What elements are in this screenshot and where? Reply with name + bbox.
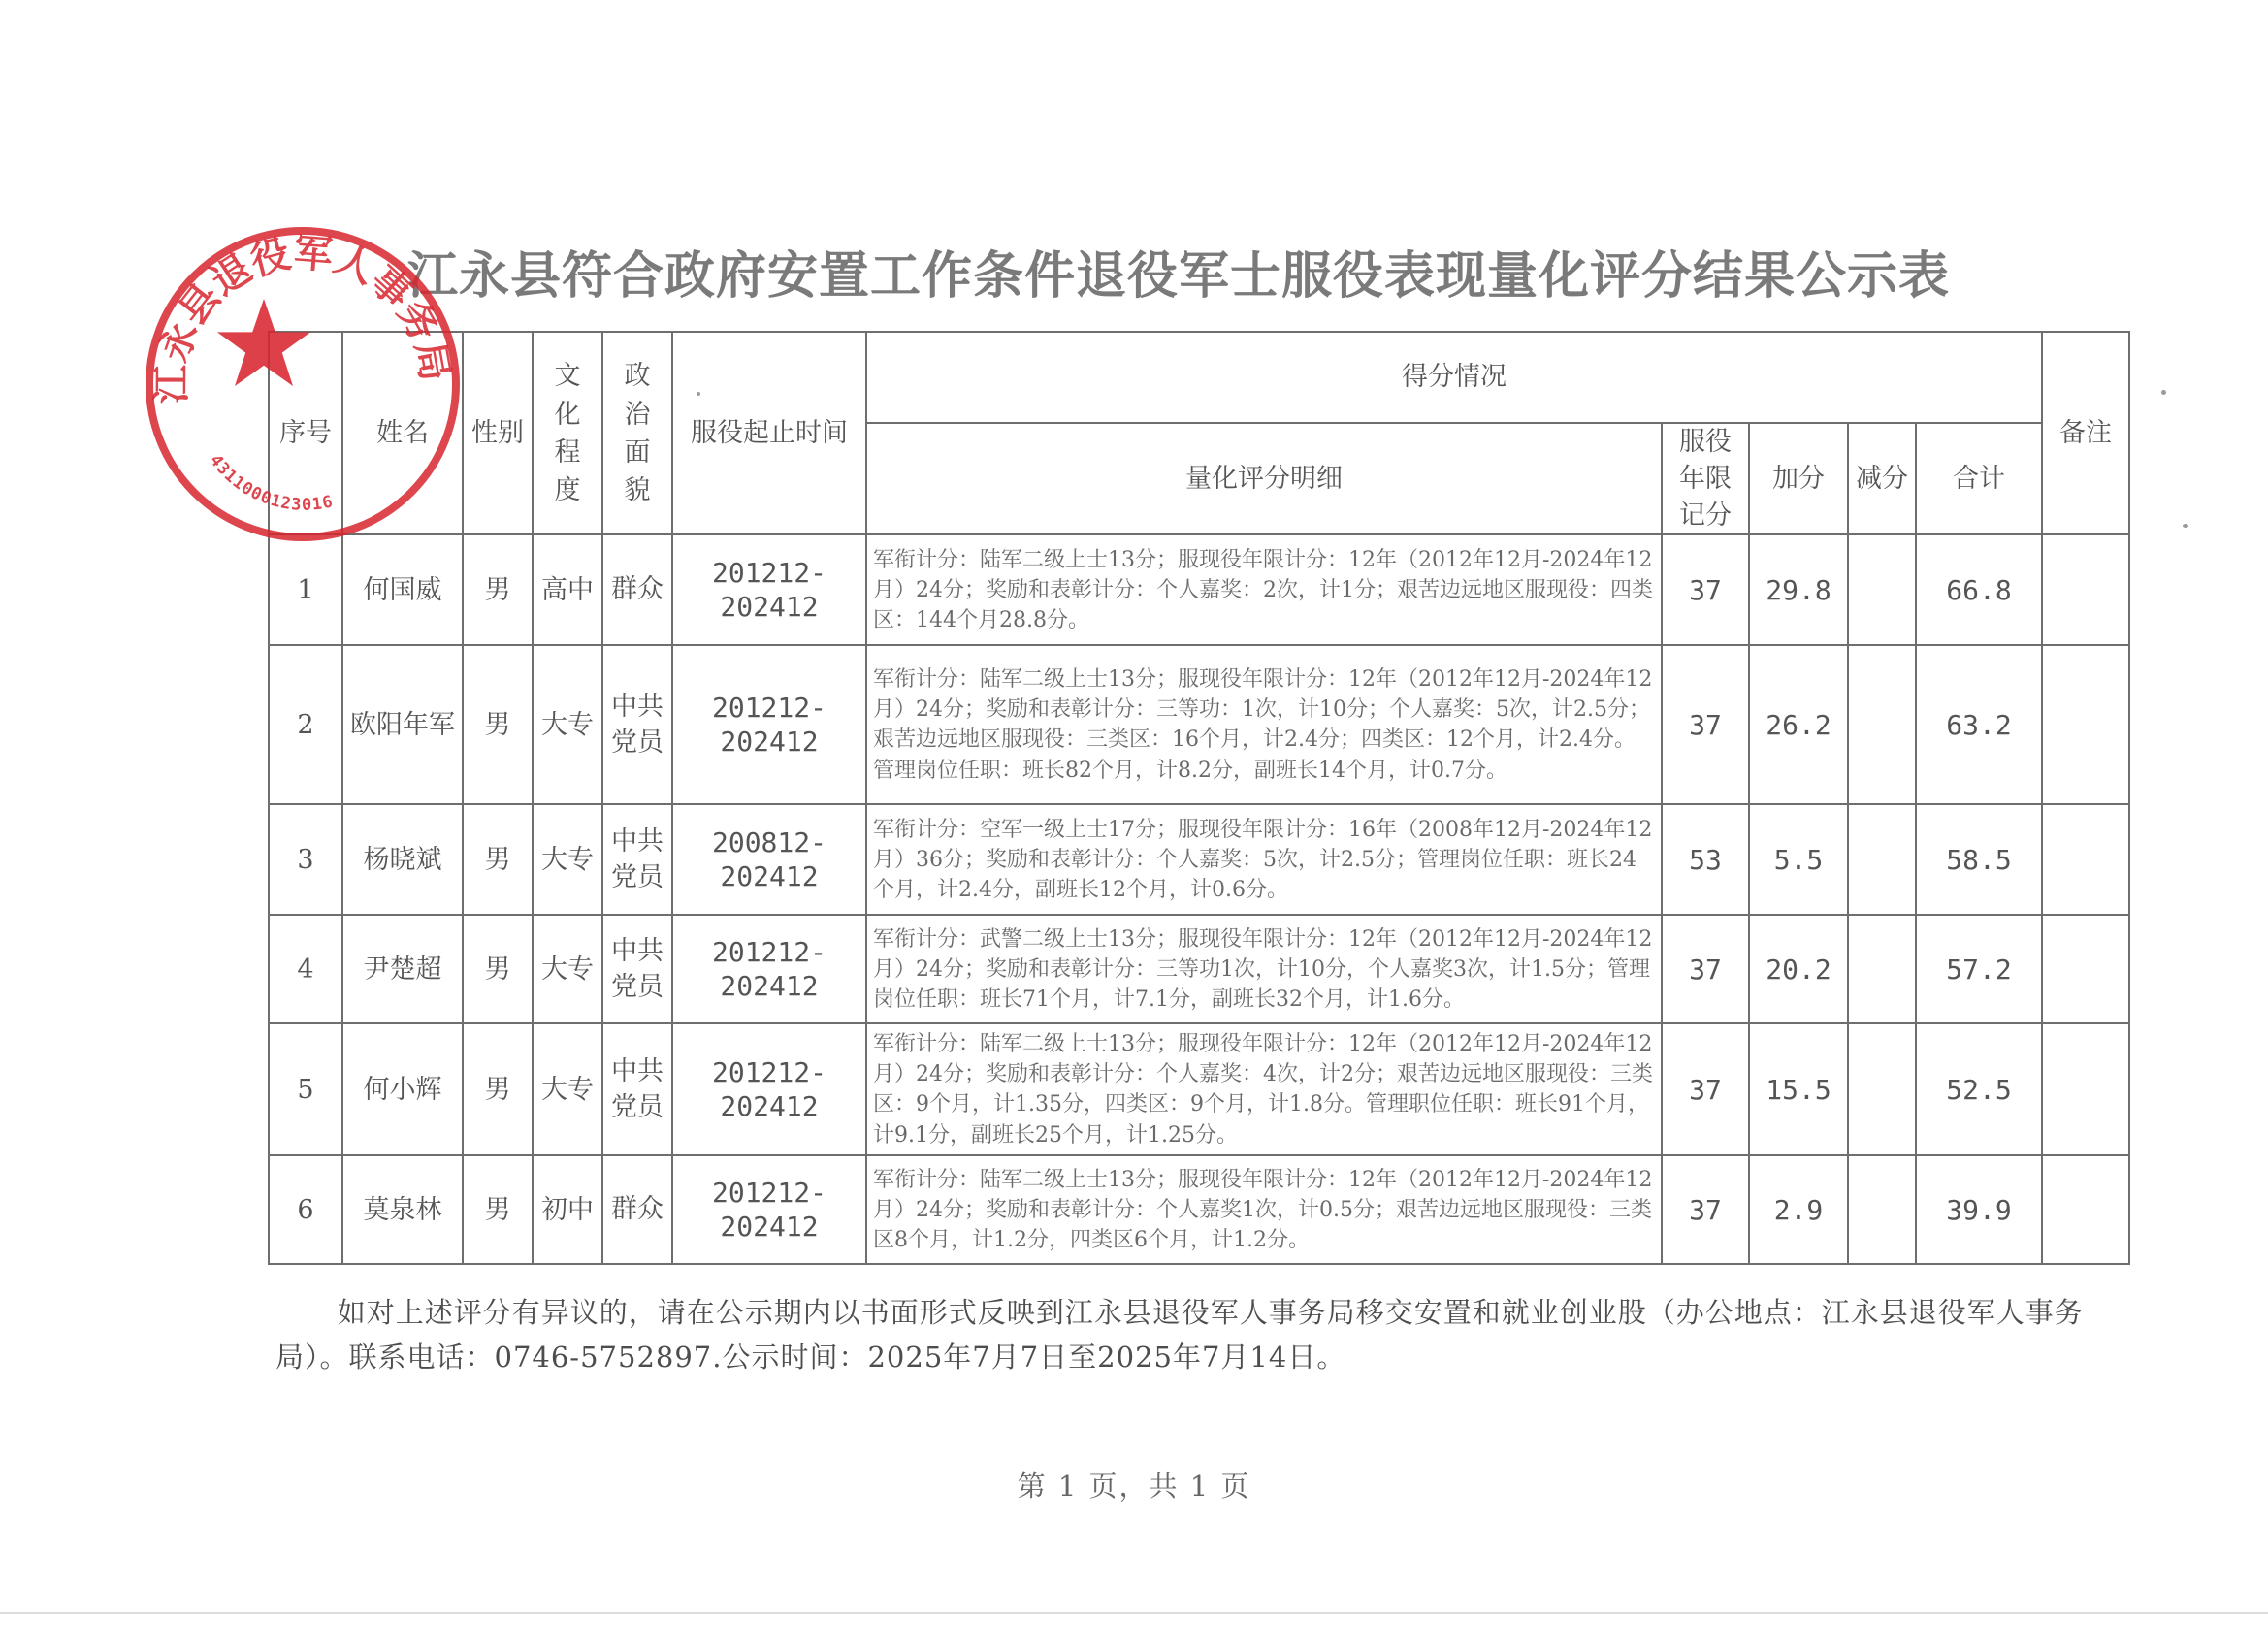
header-education: [533, 332, 602, 534]
cell-detail: 军衔计分：陆军二级上士13分；服现役年限计分：12年（2012年12月-2024年12月）24分；奖励和表彰计分：三等功：1次，计10分；个人嘉奖：5次，计2.5分；艰苦边远地区服现役：三类区：16个月，计2.4分；四类区：12个月，计2.4分。管理岗位任职：班长82个月，计8.2分，副班长14个月，计0.7分。: [866, 645, 1662, 804]
cell-detail: 军衔计分：陆军二级上士13分；服现役年限计分：12年（2012年12月-2024年12月）24分；奖励和表彰计分：个人嘉奖1次，计0.5分；艰苦边远地区服现役：三类区8个月，计1.2分，四类区6个月，计1.2分。: [866, 1155, 1662, 1264]
cell-detail: 军衔计分：武警二级上士13分；服现役年限计分：12年（2012年12月-2024年12月）24分；奖励和表彰计分：三等功1次，计10分，个人嘉奖3次，计1.5分；管理岗位任职：班长71个月，计7.1分，副班长32个月，计1.6分。: [866, 915, 1662, 1023]
period-start: 201212-: [711, 557, 826, 590]
seal-star-icon: [217, 299, 310, 386]
seal-org-name: 江永县退役军人事务局: [148, 229, 459, 404]
cell-gender: 男: [463, 915, 533, 1023]
cell-name: 何国威: [342, 534, 463, 645]
table-row: [269, 1023, 2129, 1155]
cell-name: 欧阳年军: [342, 645, 463, 804]
cell-political: [602, 1155, 672, 1264]
scan-speck: [697, 392, 700, 396]
cell-political-text: 群众: [611, 574, 664, 605]
cell-political-text: 中共党员: [611, 825, 664, 893]
cell-service-period: [672, 534, 866, 645]
header-gender: 性别: [463, 332, 533, 534]
period-start: 200812-: [711, 826, 826, 859]
cell-remark: [2042, 915, 2129, 1023]
cell-seq: 5: [269, 1023, 342, 1155]
cell-political-text: 中共党员: [611, 691, 664, 759]
cell-deduct: [1848, 915, 1916, 1023]
table-row: [269, 1155, 2129, 1264]
header-education-text: 文化程度: [554, 361, 581, 505]
page-title: 江永县符合政府安置工作条件退役军士服役表现量化评分结果公示表: [407, 246, 1951, 306]
cell-bonus: 2.9: [1749, 1155, 1848, 1264]
seal-arc-text: [148, 230, 458, 404]
cell-bonus: 20.2: [1749, 915, 1848, 1023]
seal-code: 4311000123016: [205, 451, 336, 515]
cell-gender: 男: [463, 534, 533, 645]
cell-detail: 军衔计分：陆军二级上士13分；服现役年限计分：12年（2012年12月-2024年12月）24分；奖励和表彰计分：个人嘉奖：2次，计1分；艰苦边远地区服现役：四类区：144个月28.8分。: [866, 534, 1662, 645]
cell-service-period: [672, 1155, 866, 1264]
cell-seq: 1: [269, 534, 342, 645]
cell-education: 大专: [533, 804, 602, 915]
cell-remark: [2042, 1155, 2129, 1264]
period-start: 201212-: [711, 936, 826, 969]
scan-speck: [2183, 524, 2188, 528]
header-row-1: [269, 332, 2129, 423]
period-start: 201212-: [711, 1056, 826, 1089]
cell-deduct: [1848, 534, 1916, 645]
cell-service-period: [672, 915, 866, 1023]
header-deduct: 减分: [1848, 423, 1916, 534]
cell-education: 大专: [533, 915, 602, 1023]
header-detail: 量化评分明细: [866, 423, 1662, 534]
score-table: [268, 331, 2130, 1265]
cell-detail: 军衔计分：陆军二级上士13分；服现役年限计分：12年（2012年12月-2024年12月）24分；奖励和表彰计分：个人嘉奖：4次，计2分；艰苦边远地区服现役：三类区：9个月，计1.35分，四类区：9个月，计1.8分。管理职位任职：班长91个月，计9.1分，副班长25个月，计1.25分。: [866, 1023, 1662, 1155]
header-remark: 备注: [2042, 332, 2129, 534]
cell-political: [602, 1023, 672, 1155]
cell-name: 莫泉林: [342, 1155, 463, 1264]
cell-political: [602, 804, 672, 915]
cell-remark: [2042, 534, 2129, 645]
period-end: 202412: [720, 860, 819, 893]
cell-deduct: [1848, 804, 1916, 915]
header-political-text: 政治面貌: [624, 361, 651, 505]
cell-detail: 军衔计分：空军一级上士17分；服现役年限计分：16年（2008年12月-2024年12月）36分；奖励和表彰计分：个人嘉奖：5次，计2.5分；管理岗位任职：班长24个月，计2.4分，副班长12个月，计0.6分。: [866, 804, 1662, 915]
cell-political-text: 中共党员: [611, 1055, 664, 1123]
cell-service-period: [672, 645, 866, 804]
scan-edge-line: [0, 1612, 2268, 1614]
period-end: 202412: [720, 1090, 819, 1123]
cell-years-score: 37: [1662, 1155, 1749, 1264]
official-seal-stamp: [138, 219, 468, 549]
header-bonus: 加分: [1749, 423, 1848, 534]
objection-note: 如对上述评分有异议的，请在公示期内以书面形式反映到江永县退役军人事务局移交安置和就业创业股（办公地点：江永县退役军人事务局）。联系电话：0746-5752897.公示时间：2025年7月7日至2025年7月14日。: [275, 1296, 2084, 1374]
cell-gender: 男: [463, 1155, 533, 1264]
table-row: [269, 534, 2129, 645]
cell-seq: 4: [269, 915, 342, 1023]
page-number: 第 1 页，共 1 页: [1017, 1470, 1251, 1503]
cell-deduct: [1848, 1155, 1916, 1264]
cell-total: 58.5: [1916, 804, 2042, 915]
cell-years-score: 37: [1662, 915, 1749, 1023]
cell-deduct: [1848, 1023, 1916, 1155]
cell-bonus: 5.5: [1749, 804, 1848, 915]
cell-years-score: 37: [1662, 645, 1749, 804]
cell-bonus: 29.8: [1749, 534, 1848, 645]
cell-total: 39.9: [1916, 1155, 2042, 1264]
cell-gender: 男: [463, 1023, 533, 1155]
cell-name: 杨晓斌: [342, 804, 463, 915]
cell-political: [602, 915, 672, 1023]
cell-bonus: 26.2: [1749, 645, 1848, 804]
cell-name: 何小辉: [342, 1023, 463, 1155]
cell-total: 63.2: [1916, 645, 2042, 804]
cell-political-text: 中共党员: [611, 935, 664, 1003]
cell-political-text: 群众: [611, 1194, 664, 1225]
table-row: [269, 645, 2129, 804]
cell-remark: [2042, 1023, 2129, 1155]
cell-service-period: [672, 804, 866, 915]
cell-years-score: 37: [1662, 534, 1749, 645]
cell-seq: 2: [269, 645, 342, 804]
header-years-score: [1662, 423, 1749, 534]
cell-remark: [2042, 804, 2129, 915]
scan-speck: [2161, 390, 2166, 395]
cell-remark: [2042, 645, 2129, 804]
cell-years-score: 37: [1662, 1023, 1749, 1155]
header-seq: 序号: [269, 332, 342, 534]
cell-gender: 男: [463, 804, 533, 915]
period-end: 202412: [720, 726, 819, 759]
seal-code-text: [206, 451, 336, 515]
cell-name: 尹楚超: [342, 915, 463, 1023]
cell-education: 大专: [533, 1023, 602, 1155]
header-service-period: 服役起止时间: [672, 332, 866, 534]
cell-service-period: [672, 1023, 866, 1155]
header-score-group: 得分情况: [866, 332, 2042, 423]
cell-education: 高中: [533, 534, 602, 645]
cell-education: 大专: [533, 645, 602, 804]
cell-political: [602, 534, 672, 645]
header-name: 姓名: [342, 332, 463, 534]
cell-gender: 男: [463, 645, 533, 804]
period-end: 202412: [720, 591, 819, 624]
cell-deduct: [1848, 645, 1916, 804]
period-start: 201212-: [711, 1177, 826, 1210]
cell-political: [602, 645, 672, 804]
header-years-score-text: 服役年限记分: [1679, 427, 1732, 531]
table-row: [269, 804, 2129, 915]
cell-seq: 3: [269, 804, 342, 915]
cell-total: 66.8: [1916, 534, 2042, 645]
cell-years-score: 53: [1662, 804, 1749, 915]
period-end: 202412: [720, 1211, 819, 1244]
period-end: 202412: [720, 970, 819, 1003]
header-political: [602, 332, 672, 534]
cell-bonus: 15.5: [1749, 1023, 1848, 1155]
header-total: 合计: [1916, 423, 2042, 534]
cell-seq: 6: [269, 1155, 342, 1264]
period-start: 201212-: [711, 692, 826, 725]
cell-total: 57.2: [1916, 915, 2042, 1023]
table-row: [269, 915, 2129, 1023]
cell-total: 52.5: [1916, 1023, 2042, 1155]
cell-education: 初中: [533, 1155, 602, 1264]
